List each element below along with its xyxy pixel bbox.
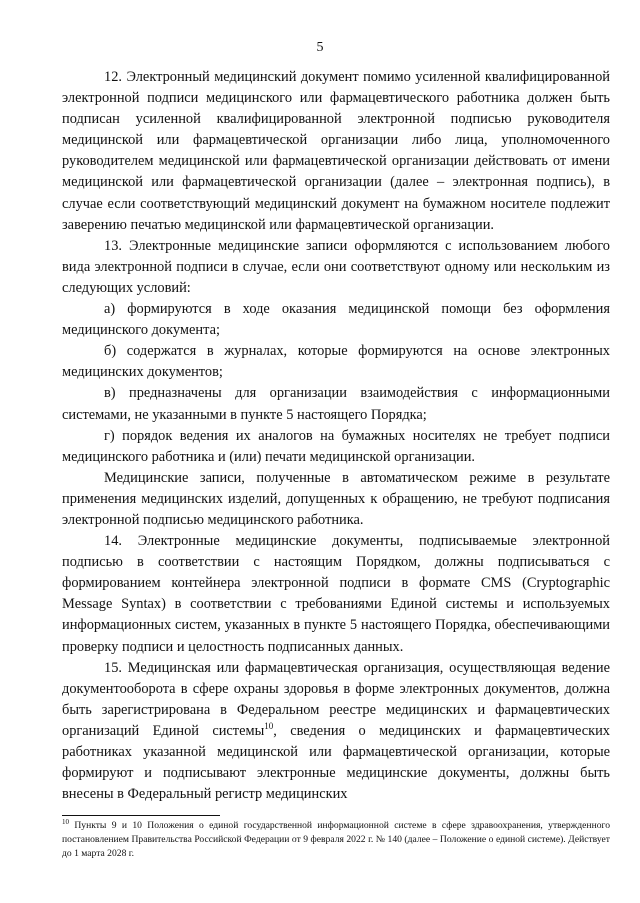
- condition-a: а) формируются в ходе оказания медицинской помощи без оформления медицинского документа;: [62, 301, 610, 339]
- automatic-records-paragraph: Медицинские записи, полученные в автоматическом режиме в результате применения медицинских изделий, допущенных к обращению, не требуют подписания электронной подписью медицинского работника.: [62, 469, 610, 528]
- condition-g: г) порядок ведения их аналогов на бумажных носителях не требует подписи медицинского работника и (или) печати медицинской организации.: [62, 427, 610, 465]
- body-text: [62, 67, 610, 805]
- footnote-divider: [62, 815, 220, 816]
- paragraph-13: 13. Электронные медицинские записи оформляются с использованием любого вида электронной подписи в случае, если они соответствуют одному или нескольким из следующих условий:: [62, 237, 610, 296]
- footnote-text: Пункты 9 и 10 Положения о единой государственной информационной системе в сфере здравоохранения, утвержденного постановлением Правительства Российской Федерации от 9 февраля 2022 г. № 140 (далее – Положение о единой системе). Действует до 1 марта 2028 г.: [62, 820, 610, 859]
- paragraph-15-end: , сведения о медицинских и фармацевтических работниках указанной медицинской или фармацевтической организации, которые формируют и подписывают электронные медицинские документы, должны быть внесены в Федеральный регистр медицинских: [62, 722, 610, 803]
- page-number: 5: [316, 40, 324, 55]
- footnote-number: 10: [62, 817, 69, 826]
- condition-v: в) предназначены для организации взаимодействия с информационными системами, не указанными в пункте 5 настоящего Порядка;: [62, 385, 610, 423]
- paragraph-14: 14. Электронные медицинские документы, подписываемые электронной подписью в соответствии с настоящим Порядком, должны подписываться с формированием контейнера электронной подписи в формате CMS (Cryptographic Message Syntax) в соответствии с требованиями Единой системы и используемых информационных систем, указанных в пункте 5 настоящего Порядка, обеспечивающими проверку подписи и целостность подписанных данных.: [62, 533, 610, 655]
- footnote: [62, 819, 610, 861]
- footnote-reference: 10: [264, 721, 274, 732]
- paragraph-12: 12. Электронный медицинский документ помимо усиленной квалифицированной электронной подписи медицинского или фармацевтического работника должен быть подписан усиленной квалифицированной электронной подписью руководителя медицинской или фармацевтической организации либо лица, уполномоченного руководителем медицинской или фармацевтической организации действовать от имени медицинской или фармацевтической организации (далее – электронная подпись), в случае если соответствующий медицинский документ на бумажном носителе подлежит заверению печатью медицинской или фармацевтической организации.: [62, 69, 610, 233]
- condition-b: б) содержатся в журналах, которые формируются на основе электронных медицинских документов;: [62, 343, 610, 381]
- paragraph-15-start: 15. Медицинская или фармацевтическая организация, осуществляющая ведение документооборота в сфере охраны здоровья в форме электронных документов, должна быть зарегистрирована в Федеральном реестре медицинских и фармацевтических организаций Единой системы: [62, 659, 610, 739]
- paragraph-15: [62, 658, 610, 806]
